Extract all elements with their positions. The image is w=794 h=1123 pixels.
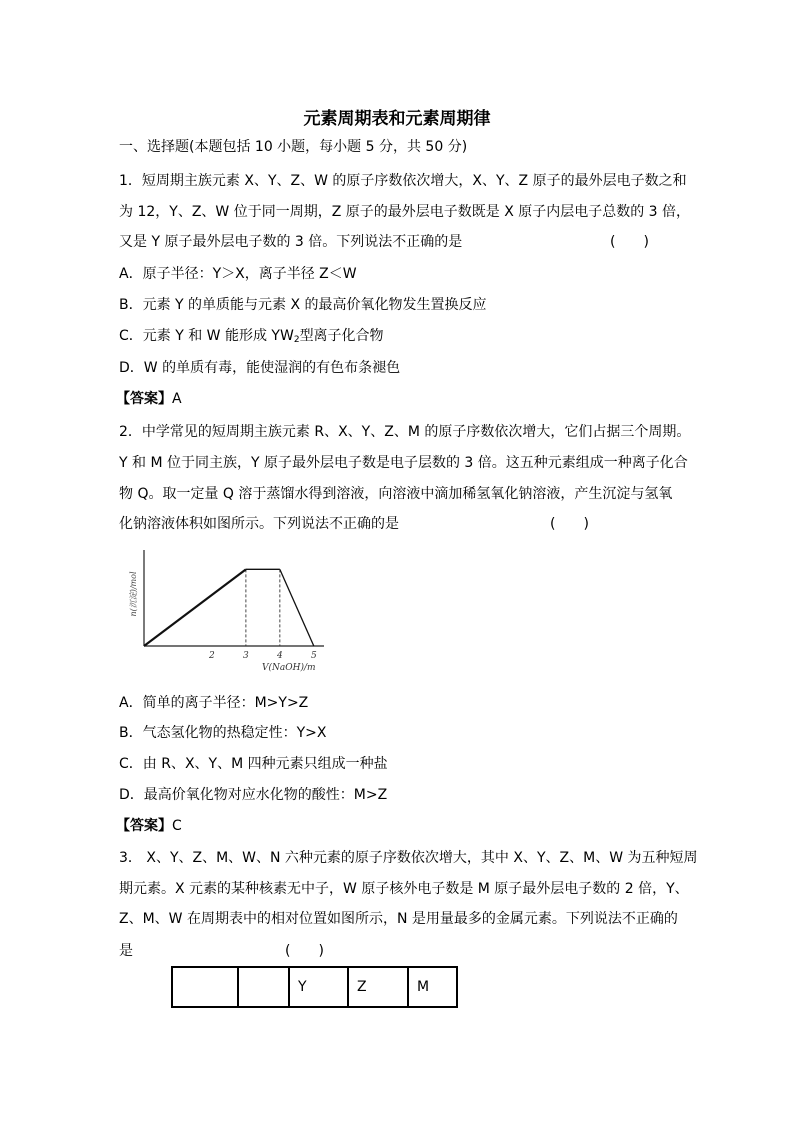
- series-lines: [144, 569, 314, 646]
- table-cell: Y: [289, 967, 348, 1007]
- q2-stem-line-4: 化钠溶液体积如图所示。下列说法不正确的是: [119, 516, 399, 532]
- q1-option-c-suffix: 型离子化合物: [299, 328, 384, 344]
- q1-option-b: B．元素 Y 的单质能与元素 X 的最高价氧化物发生置换反应: [119, 297, 487, 313]
- section-header: 一、选择题(本题包括 10 小题，每小题 5 分，共 50 分): [119, 139, 468, 155]
- q1-stem-line-2: 为 12，Y、Z、W 位于同一周期，Z 原子的最外层电子数既是 X 原子内层电子总数的 3 倍，: [119, 204, 691, 220]
- q2-stem-line-2: Y 和 M 位于同主族，Y 原子最外层电子数是电子层数的 3 倍。这五种元素组成一种离子化合: [119, 455, 688, 471]
- q2-stem-line-1: 2．中学常见的短周期主族元素 R、X、Y、Z、M 的原子序数依次增大，它们占据三个周期。: [119, 424, 691, 440]
- page-title: 元素周期表和元素周期律: [303, 109, 491, 129]
- q1-option-c: [119, 326, 679, 350]
- q2-answer-value: C: [172, 818, 182, 834]
- q1-stem-line-1: 1．短周期主族元素 X、Y、Z、W 的原子序数依次增大，X、Y、Z 原子的最外层电子数之和: [119, 173, 687, 189]
- answer-label: 【答案】: [116, 391, 172, 407]
- q1-option-c-prefix: C．元素 Y 和 W 能形成 YW: [119, 328, 294, 344]
- q2-answer-bracket: ( ): [550, 516, 589, 532]
- q3-stem-line-4: 是: [119, 943, 133, 959]
- dashed-guides: [246, 569, 280, 646]
- q3-stem-line-1: 3． X、Y、Z、M、W、N 六种元素的原子序数依次增大，其中 X、Y、Z、M、W 为五种短周: [119, 850, 698, 866]
- q1-option-c-subscript: 2: [293, 335, 300, 345]
- q2-option-a: A．简单的离子半径：M>Y>Z: [119, 695, 309, 711]
- q1-answer-value: A: [172, 391, 182, 407]
- x-tick-label: 4: [276, 651, 283, 661]
- periodic-position-table: [171, 966, 458, 1008]
- q3-answer-bracket: ( ): [285, 943, 324, 959]
- q2-option-c: C．由 R、X、Y、M 四种元素只组成一种盐: [119, 756, 388, 772]
- answer-label: 【答案】: [116, 818, 172, 834]
- q2-stem-line-3: 物 Q。取一定量 Q 溶于蒸馏水得到溶液，向溶液中滴加稀氢氧化钠溶液，产生沉淀与氢氧: [119, 486, 673, 502]
- q1-option-d: D．W 的单质有毒，能使湿润的有色布条褪色: [119, 360, 401, 376]
- x-tick-label: 5: [310, 651, 317, 661]
- precipitate-chart: [124, 546, 344, 678]
- table-cell: M: [408, 967, 457, 1007]
- q2-answer: [116, 816, 676, 836]
- x-axis-label: V(NaOH)/m: [262, 663, 316, 673]
- table-cell: Z: [348, 967, 408, 1007]
- q1-answer-bracket: ( ): [610, 234, 649, 250]
- x-tick-label: 3: [243, 651, 249, 661]
- table-row: [172, 967, 457, 1007]
- x-tick-label: 2: [209, 651, 215, 661]
- q2-option-b: B．气态氢化物的热稳定性：Y>X: [119, 725, 327, 741]
- q1-stem-line-3: 又是 Y 原子最外层电子数的 3 倍。下列说法不正确的是: [119, 234, 463, 250]
- x-tick-labels: [208, 651, 317, 661]
- q3-stem-line-3: Z、M、W 在周期表中的相对位置如图所示，N 是用量最多的金属元素。下列说法不正确的: [119, 911, 678, 927]
- series-segment: [144, 569, 246, 646]
- table-cell: [172, 967, 238, 1007]
- y-axis-label: n(沉淀)/mol: [129, 571, 138, 617]
- q1-answer: [116, 389, 676, 409]
- q1-option-a: A．原子半径：Y＞X，离子半径 Z＜W: [119, 266, 357, 282]
- q3-stem-line-2: 期元素。X 元素的某种核素无中子，W 原子核外电子数是 M 原子最外层电子数的 2 倍，Y、: [119, 881, 689, 897]
- series-segment: [280, 569, 314, 646]
- q2-option-d: D．最高价氧化物对应水化物的酸性：M>Z: [119, 787, 388, 803]
- chart-svg: [124, 546, 344, 678]
- table-cell: [238, 967, 289, 1007]
